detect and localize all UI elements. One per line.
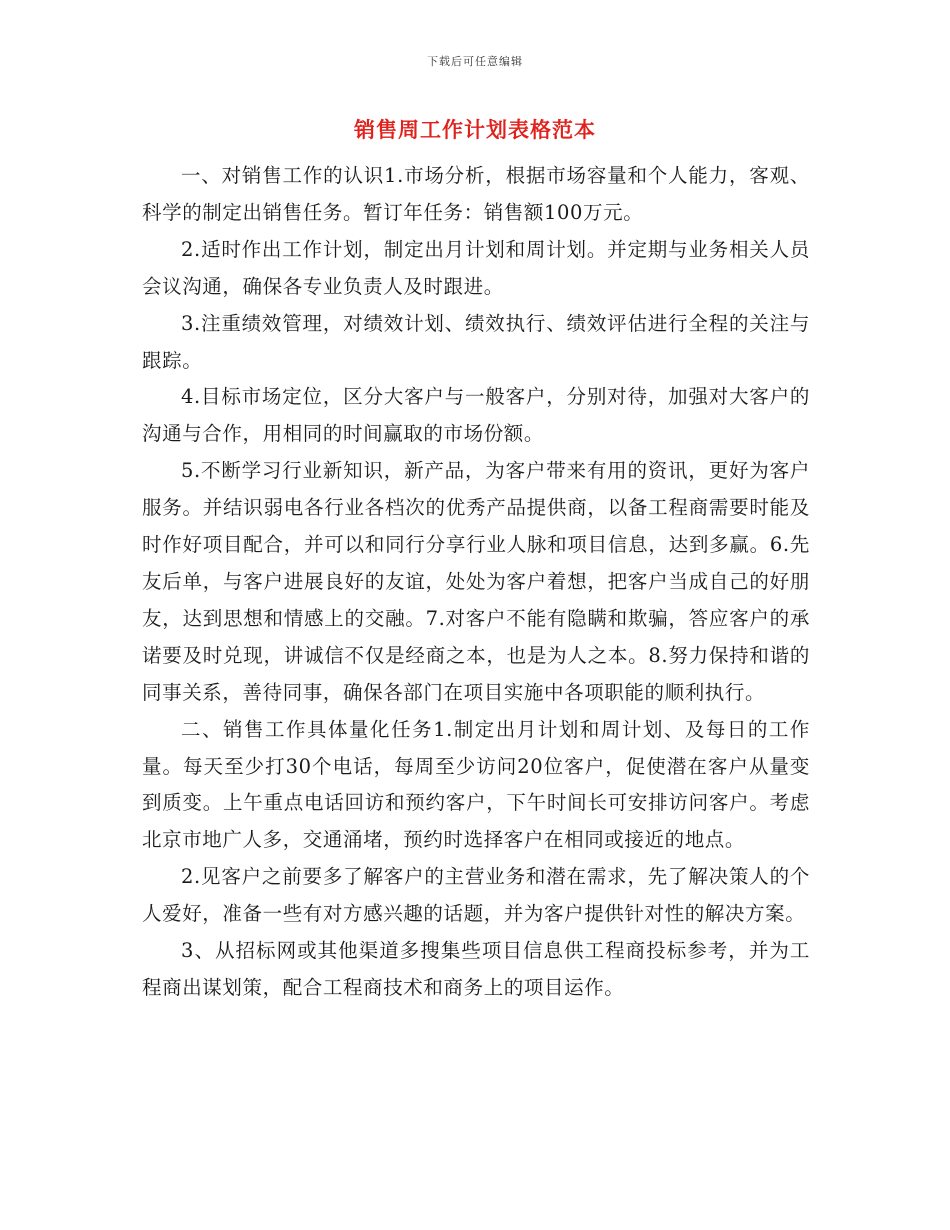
paragraph-6: 二、销售工作具体量化任务1.制定出月计划和周计划、及每日的工作量。每天至少打30个电话，每周至少访问20位客户，促使潜在客户从量变到质变。上午重点电话回访和预约客户，下午时间长可安排访问客户。考虑北京市地广人多，交通涌堵，预约时选择客户在相同或接近的地点。 — [142, 717, 810, 852]
header-note: 下载后可任意编辑 — [427, 55, 523, 68]
paragraph-8: 3、从招标网或其他渠道多搜集些项目信息供工程商投标参考，并为工程商出谋划策，配合工程商技术和商务上的项目运作。 — [142, 939, 810, 999]
paragraph-2: 2.适时作出工作计划，制定出月计划和周计划。并定期与业务相关人员会议沟通，确保各专业负责人及时跟进。 — [142, 237, 810, 298]
paragraph-5: 5.不断学习行业新知识，新产品，为客户带来有用的资讯，更好为客户服务。并结识弱电各行业各档次的优秀产品提供商，以备工程商需要时能及时作好项目配合，并可以和同行分享行业人脉和项目信息，达到多赢。6.先友后单，与客户进展良好的友谊，处处为客户着想，把客户当成自己的好朋友，达到思想和情感上的交融。7.对客户不能有隐瞒和欺骗，答应客户的承诺要及时兑现，讲诚信不仅是经商之本，也是为人之本。8.努力保持和谐的同事关系，善待同事，确保各部门在项目实施中各项职能的顺利执行。 — [142, 459, 810, 704]
paragraph-1: 一、对销售工作的认识1.市场分析，根据市场容量和个人能力，客观、科学的制定出销售任务。暂订年任务：销售额100万元。 — [142, 164, 810, 224]
paragraph-7: 2.见客户之前要多了解客户的主营业务和潜在需求，先了解决策人的个人爱好，准备一些有对方感兴趣的话题，并为客户提供针对性的解决方案。 — [142, 865, 810, 926]
paragraph-3: 3.注重绩效管理，对绩效计划、绩效执行、绩效评估进行全程的关注与跟踪。 — [142, 311, 810, 372]
document-title: 销售周工作计划表格范本 — [354, 117, 596, 142]
document-body — [142, 158, 810, 1007]
paragraph-4: 4.目标市场定位，区分大客户与一般客户，分别对待，加强对大客户的沟通与合作，用相同的时间赢取的市场份额。 — [142, 385, 810, 446]
